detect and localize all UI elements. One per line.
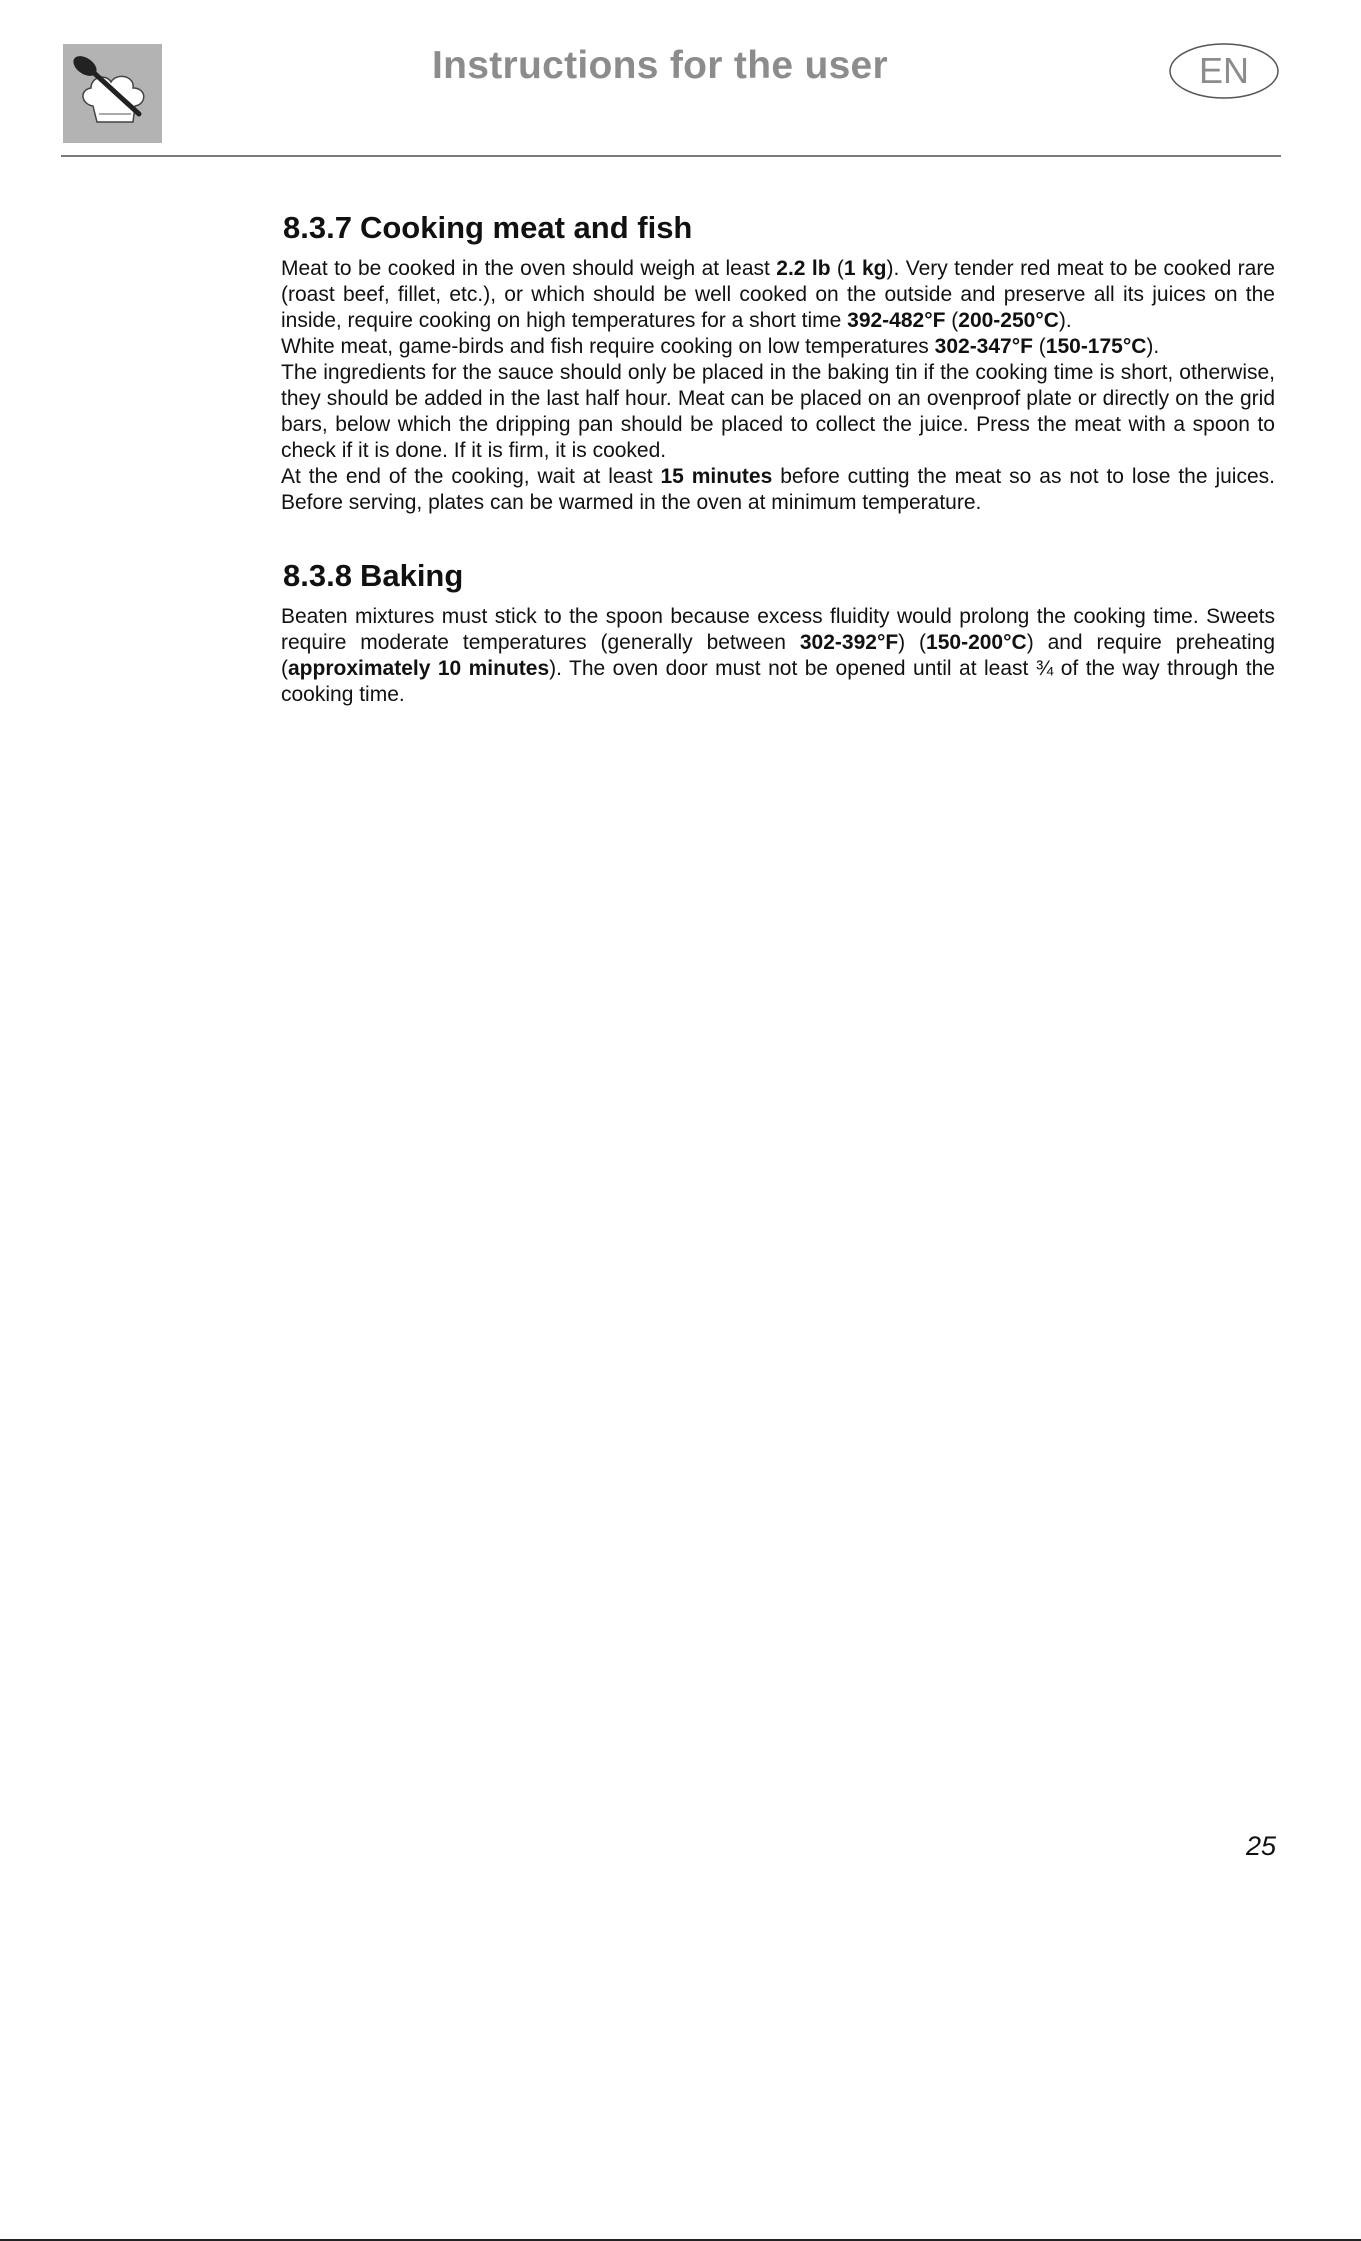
section-heading bbox=[283, 208, 1275, 248]
text-run: ). bbox=[1146, 335, 1160, 358]
text-run: Meat to be cooked in the oven should weigh at least bbox=[281, 257, 777, 280]
bold-text: 150-200°C bbox=[926, 631, 1027, 654]
language-badge bbox=[1168, 42, 1280, 100]
section-cooking-meat-and-fish bbox=[281, 208, 1275, 516]
bold-text: 392-482°F bbox=[847, 309, 946, 332]
bold-text: approximately 10 minutes bbox=[288, 657, 550, 680]
paragraph bbox=[281, 334, 1275, 360]
main-content bbox=[281, 208, 1275, 708]
bold-text: 302-392°F bbox=[799, 631, 899, 654]
section-title: Cooking meat and fish bbox=[359, 210, 693, 245]
paragraph bbox=[281, 360, 1275, 464]
bold-text: 302-347°F bbox=[934, 335, 1033, 358]
bold-text: 150-175°C bbox=[1045, 335, 1147, 358]
bold-text: 1 kg bbox=[843, 257, 887, 280]
text-run: ). bbox=[1058, 309, 1072, 332]
section-body bbox=[281, 604, 1275, 708]
header-title: Instructions for the user bbox=[431, 44, 889, 87]
paragraph bbox=[281, 256, 1275, 334]
bold-text: 2.2 lb bbox=[776, 257, 831, 280]
text-run: White meat, game-birds and fish require cooking on low temperatures bbox=[281, 335, 935, 358]
text-run: ). Very tender red meat to be cooked rare (roast beef, fillet, etc.), or which should be well cooked on the outside and preserve all its juices on the inside, require cooking on high temperatures for a short time bbox=[281, 257, 1275, 332]
bold-text: 15 minutes bbox=[660, 465, 773, 488]
header-divider bbox=[61, 155, 1281, 157]
text-run: ) ( bbox=[898, 631, 927, 654]
text-run: before cutting the meat so as not to lose the juices. Before serving, plates can be warmed in the oven at minimum temperature. bbox=[281, 465, 1275, 514]
text-run: At the end of the cooking, wait at least bbox=[281, 465, 661, 488]
text-run: ) and require preheating ( bbox=[281, 631, 1275, 680]
section-number: 8.3.7 bbox=[283, 210, 352, 245]
section-baking bbox=[281, 556, 1275, 708]
text-run: ( bbox=[945, 309, 959, 332]
paragraph bbox=[281, 604, 1275, 708]
section-title: Baking bbox=[359, 558, 464, 593]
text-run: ). The oven door must not be opened until at least ¾ of the way through the cooking time. bbox=[281, 657, 1275, 706]
bold-text: 200-250°C bbox=[958, 309, 1059, 332]
section-heading bbox=[283, 556, 1275, 596]
page-number: 25 bbox=[1245, 1831, 1276, 1861]
text-run: ( bbox=[830, 257, 844, 280]
text-run: Beaten mixtures must stick to the spoon because excess fluidity would prolong the cooking time. Sweets require moderate temperatures (generally between bbox=[281, 605, 1275, 654]
section-body bbox=[281, 256, 1275, 516]
paragraph bbox=[281, 464, 1275, 516]
text-run: ( bbox=[1032, 335, 1046, 358]
text-run: The ingredients for the sauce should only be placed in the baking tin if the cooking time is short, otherwise, they should be added in the last half hour. Meat can be placed on an ovenproof plate or directly on the grid bars, below which the dripping pan should be placed to collect the juice. Press the meat with a spoon to check if it is done. If it is firm, it is cooked. bbox=[281, 361, 1275, 462]
language-code: EN bbox=[1198, 50, 1249, 91]
section-number: 8.3.8 bbox=[283, 558, 352, 593]
